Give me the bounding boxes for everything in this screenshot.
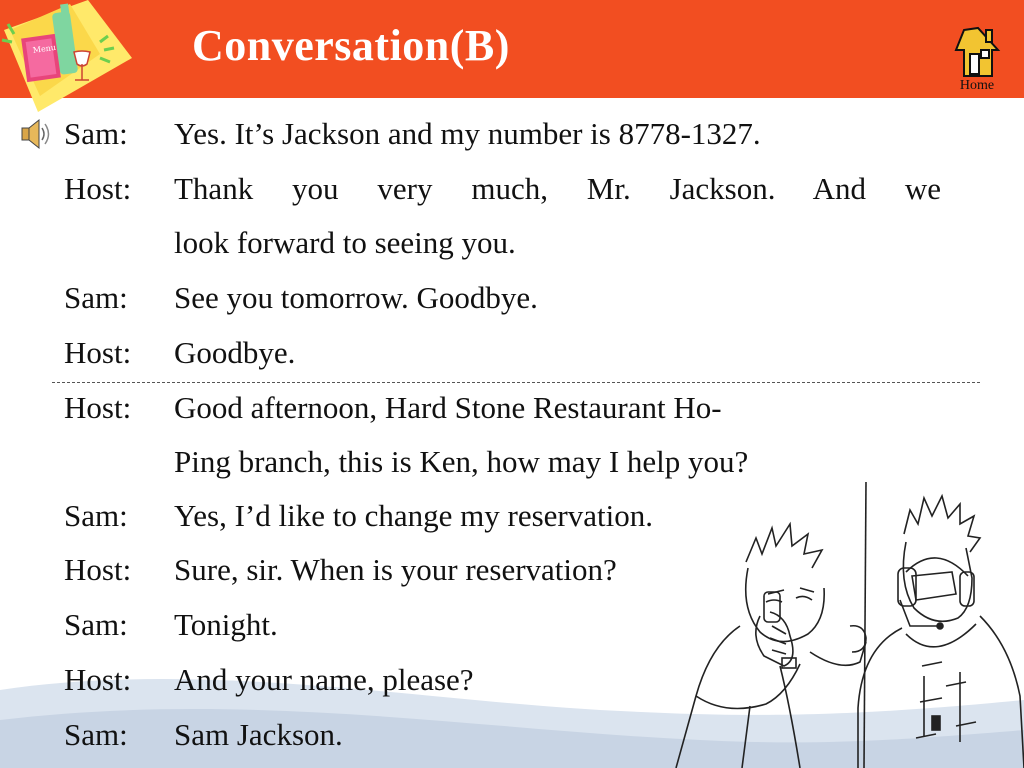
dialogue-line: Tonight. — [174, 607, 278, 642]
dialogue-line: And your name, please? — [174, 662, 474, 697]
page-title: Conversation(B) — [192, 21, 510, 70]
speaker-label: Host: — [64, 390, 132, 425]
speaker-label: Sam: — [64, 717, 128, 752]
dialogue-line: Ping branch, this is Ken, how may I help you? — [174, 444, 749, 479]
speaker-label: Host: — [64, 662, 132, 697]
speaker-label: Sam: — [64, 280, 128, 315]
dialogue-line: look forward to seeing you. — [174, 225, 516, 260]
dialogue-line: Goodbye. — [174, 335, 296, 370]
dialogue-line: Sam Jackson. — [174, 717, 343, 752]
dialogue-line: Good afternoon, Hard Stone Restaurant Ho- — [174, 390, 722, 425]
speaker-label: Host: — [64, 335, 132, 370]
dialogue-line: See you tomorrow. Goodbye. — [174, 280, 538, 315]
speaker-label: Host: — [64, 171, 132, 206]
dialogue-line: Yes. It’s Jackson and my number is 8778-1327. — [174, 116, 761, 151]
svg-text:Menu: Menu — [32, 42, 57, 56]
speaker-label: Sam: — [64, 498, 128, 533]
home-label: Home — [959, 78, 995, 93]
dialogue-line: Yes, I’d like to change my reservation. — [174, 498, 653, 533]
speaker-label: Sam: — [64, 116, 128, 151]
dialogue-line: Sure, sir. When is your reservation? — [174, 552, 617, 587]
dialogue-line: Thank you very much, Mr. Jackson. And we — [174, 171, 941, 206]
speaker-label: Sam: — [64, 607, 128, 642]
speaker-label: Host: — [64, 552, 132, 587]
